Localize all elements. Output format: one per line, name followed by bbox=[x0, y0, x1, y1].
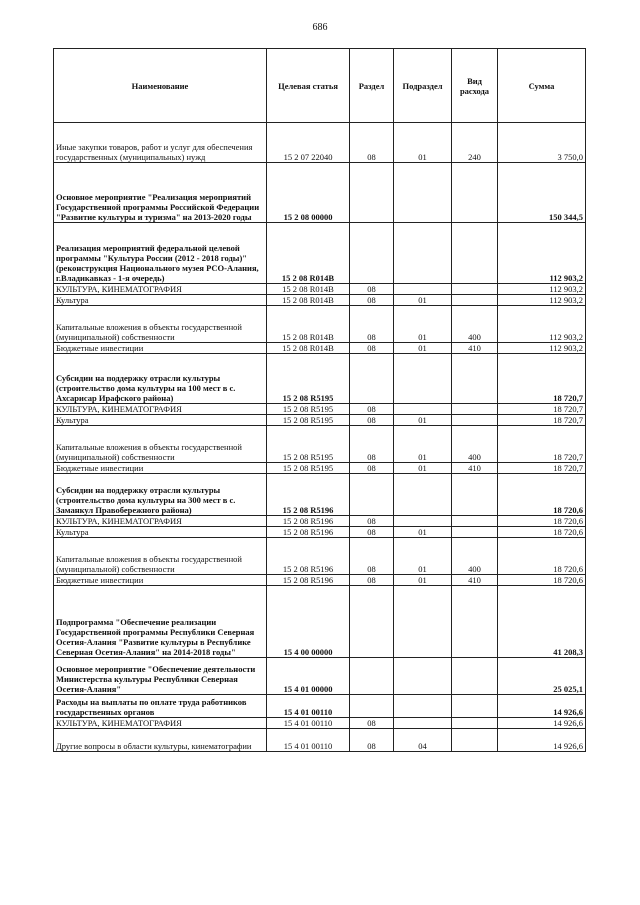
cell-name: КУЛЬТУРА, КИНЕМАТОГРАФИЯ bbox=[54, 718, 267, 729]
cell-target: 15 2 08 R5196 bbox=[267, 527, 350, 538]
cell-subsection bbox=[394, 474, 452, 516]
table-row bbox=[54, 527, 586, 538]
cell-subsection: 04 bbox=[394, 729, 452, 752]
cell-target: 15 4 01 00000 bbox=[267, 658, 350, 695]
header-section: Раздел bbox=[350, 49, 394, 123]
cell-sum: 25 025,1 bbox=[498, 658, 586, 695]
cell-type bbox=[452, 295, 498, 306]
header-target: Целевая статья bbox=[267, 49, 350, 123]
cell-sum: 18 720,7 bbox=[498, 463, 586, 474]
table-row bbox=[54, 306, 586, 343]
cell-subsection: 01 bbox=[394, 527, 452, 538]
cell-section: 08 bbox=[350, 123, 394, 163]
cell-section: 08 bbox=[350, 415, 394, 426]
cell-section: 08 bbox=[350, 295, 394, 306]
cell-type bbox=[452, 586, 498, 658]
cell-sum: 112 903,2 bbox=[498, 343, 586, 354]
table-row bbox=[54, 223, 586, 284]
cell-sum: 18 720,6 bbox=[498, 474, 586, 516]
cell-section bbox=[350, 223, 394, 284]
cell-sum: 18 720,6 bbox=[498, 516, 586, 527]
cell-subsection: 01 bbox=[394, 463, 452, 474]
cell-target: 15 2 08 R5195 bbox=[267, 426, 350, 463]
cell-sum: 112 903,2 bbox=[498, 295, 586, 306]
cell-sum: 18 720,7 bbox=[498, 354, 586, 404]
cell-subsection bbox=[394, 658, 452, 695]
cell-section bbox=[350, 695, 394, 718]
cell-name: Основное мероприятие "Реализация мероприятий Государственной программы Российской Федерации "Развитие культуры и туризма" на 2013-2020 годы bbox=[54, 163, 267, 223]
cell-section bbox=[350, 474, 394, 516]
cell-type bbox=[452, 284, 498, 295]
table-row bbox=[54, 586, 586, 658]
cell-section: 08 bbox=[350, 306, 394, 343]
cell-target: 15 2 08 R5195 bbox=[267, 404, 350, 415]
cell-section: 08 bbox=[350, 463, 394, 474]
cell-name: КУЛЬТУРА, КИНЕМАТОГРАФИЯ bbox=[54, 404, 267, 415]
cell-subsection: 01 bbox=[394, 306, 452, 343]
cell-section: 08 bbox=[350, 516, 394, 527]
cell-subsection: 01 bbox=[394, 538, 452, 575]
cell-section: 08 bbox=[350, 426, 394, 463]
cell-section: 08 bbox=[350, 718, 394, 729]
table-row bbox=[54, 695, 586, 718]
cell-target: 15 2 08 00000 bbox=[267, 163, 350, 223]
cell-name: Расходы на выплаты по оплате труда работников государственных органов bbox=[54, 695, 267, 718]
cell-subsection bbox=[394, 516, 452, 527]
cell-subsection bbox=[394, 223, 452, 284]
cell-section bbox=[350, 658, 394, 695]
page-number: 686 bbox=[312, 22, 328, 33]
cell-name: Подпрограмма "Обеспечение реализации Государственной программы Республики Северная Осетия-Алания "Развитие культуры в Республике Северная Осетия-Алания" на 2014-2018 годы" bbox=[54, 586, 267, 658]
cell-sum: 41 208,3 bbox=[498, 586, 586, 658]
cell-type bbox=[452, 223, 498, 284]
cell-sum: 150 344,5 bbox=[498, 163, 586, 223]
cell-name: Культура bbox=[54, 295, 267, 306]
cell-name: Иные закупки товаров, работ и услуг для обеспечения государственных (муниципальных) нужд bbox=[54, 123, 267, 163]
header-expense-type: Вид расхода bbox=[452, 49, 498, 123]
cell-subsection bbox=[394, 404, 452, 415]
cell-type bbox=[452, 527, 498, 538]
table-row bbox=[54, 474, 586, 516]
table-row bbox=[54, 658, 586, 695]
cell-type: 410 bbox=[452, 575, 498, 586]
cell-subsection bbox=[394, 718, 452, 729]
cell-name: Бюджетные инвестиции bbox=[54, 575, 267, 586]
cell-type bbox=[452, 163, 498, 223]
cell-name: Другие вопросы в области культуры, кинематографии bbox=[54, 729, 267, 752]
table-row bbox=[54, 123, 586, 163]
cell-sum: 112 903,2 bbox=[498, 284, 586, 295]
cell-sum: 18 720,7 bbox=[498, 404, 586, 415]
cell-type bbox=[452, 695, 498, 718]
table-row bbox=[54, 575, 586, 586]
cell-subsection bbox=[394, 695, 452, 718]
cell-subsection: 01 bbox=[394, 575, 452, 586]
cell-subsection bbox=[394, 284, 452, 295]
cell-subsection: 01 bbox=[394, 295, 452, 306]
cell-target: 15 2 08 R014B bbox=[267, 223, 350, 284]
cell-target: 15 4 01 00110 bbox=[267, 729, 350, 752]
cell-sum: 18 720,7 bbox=[498, 426, 586, 463]
cell-sum: 14 926,6 bbox=[498, 718, 586, 729]
table-row bbox=[54, 354, 586, 404]
cell-type bbox=[452, 516, 498, 527]
cell-sum: 112 903,2 bbox=[498, 223, 586, 284]
cell-type: 400 bbox=[452, 426, 498, 463]
cell-target: 15 2 08 R5196 bbox=[267, 474, 350, 516]
cell-section bbox=[350, 354, 394, 404]
table-row bbox=[54, 163, 586, 223]
table-row bbox=[54, 718, 586, 729]
cell-type bbox=[452, 718, 498, 729]
budget-table bbox=[53, 48, 586, 752]
cell-type: 410 bbox=[452, 463, 498, 474]
cell-target: 15 2 08 R014B bbox=[267, 284, 350, 295]
cell-type: 240 bbox=[452, 123, 498, 163]
cell-name: Основное мероприятие "Обеспечение деятельности Министерства культуры Республики Северная Осетия-Алания" bbox=[54, 658, 267, 695]
cell-section: 08 bbox=[350, 343, 394, 354]
table-row bbox=[54, 404, 586, 415]
cell-target: 15 2 08 R5196 bbox=[267, 516, 350, 527]
cell-subsection bbox=[394, 354, 452, 404]
cell-sum: 3 750,0 bbox=[498, 123, 586, 163]
header-subsection: Подраздел bbox=[394, 49, 452, 123]
cell-target: 15 2 08 R5195 bbox=[267, 463, 350, 474]
table-row bbox=[54, 343, 586, 354]
cell-target: 15 2 08 R014B bbox=[267, 306, 350, 343]
cell-target: 15 2 07 22040 bbox=[267, 123, 350, 163]
cell-section bbox=[350, 586, 394, 658]
cell-section: 08 bbox=[350, 527, 394, 538]
cell-type: 400 bbox=[452, 538, 498, 575]
cell-type bbox=[452, 354, 498, 404]
table-body bbox=[54, 123, 586, 752]
cell-section: 08 bbox=[350, 575, 394, 586]
cell-name: КУЛЬТУРА, КИНЕМАТОГРАФИЯ bbox=[54, 516, 267, 527]
cell-section: 08 bbox=[350, 404, 394, 415]
cell-name: Культура bbox=[54, 527, 267, 538]
cell-subsection bbox=[394, 163, 452, 223]
cell-sum: 14 926,6 bbox=[498, 695, 586, 718]
cell-name: Бюджетные инвестиции bbox=[54, 343, 267, 354]
cell-type bbox=[452, 474, 498, 516]
table-row bbox=[54, 284, 586, 295]
cell-subsection bbox=[394, 586, 452, 658]
cell-name: Капитальные вложения в объекты государственной (муниципальной) собственности bbox=[54, 426, 267, 463]
cell-target: 15 2 08 R014B bbox=[267, 343, 350, 354]
cell-section: 08 bbox=[350, 538, 394, 575]
cell-target: 15 4 00 00000 bbox=[267, 586, 350, 658]
header-name: Наименование bbox=[54, 49, 267, 123]
cell-target: 15 2 08 R014B bbox=[267, 295, 350, 306]
cell-section: 08 bbox=[350, 284, 394, 295]
cell-sum: 112 903,2 bbox=[498, 306, 586, 343]
cell-type bbox=[452, 415, 498, 426]
table-row bbox=[54, 295, 586, 306]
cell-sum: 14 926,6 bbox=[498, 729, 586, 752]
cell-target: 15 4 01 00110 bbox=[267, 718, 350, 729]
table-row bbox=[54, 426, 586, 463]
cell-sum: 18 720,6 bbox=[498, 575, 586, 586]
cell-type: 410 bbox=[452, 343, 498, 354]
header-row bbox=[54, 49, 586, 123]
cell-type: 400 bbox=[452, 306, 498, 343]
cell-target: 15 2 08 R5196 bbox=[267, 538, 350, 575]
cell-target: 15 2 08 R5196 bbox=[267, 575, 350, 586]
table-row bbox=[54, 538, 586, 575]
cell-name: Культура bbox=[54, 415, 267, 426]
table-row bbox=[54, 463, 586, 474]
cell-type bbox=[452, 729, 498, 752]
cell-section: 08 bbox=[350, 729, 394, 752]
cell-sum: 18 720,6 bbox=[498, 527, 586, 538]
cell-subsection: 01 bbox=[394, 415, 452, 426]
cell-sum: 18 720,6 bbox=[498, 538, 586, 575]
cell-name: Бюджетные инвестиции bbox=[54, 463, 267, 474]
cell-target: 15 2 08 R5195 bbox=[267, 415, 350, 426]
table-row bbox=[54, 415, 586, 426]
cell-type bbox=[452, 658, 498, 695]
cell-name: Капитальные вложения в объекты государственной (муниципальной) собственности bbox=[54, 538, 267, 575]
cell-subsection: 01 bbox=[394, 343, 452, 354]
cell-name: Капитальные вложения в объекты государственной (муниципальной) собственности bbox=[54, 306, 267, 343]
cell-name: КУЛЬТУРА, КИНЕМАТОГРАФИЯ bbox=[54, 284, 267, 295]
cell-target: 15 2 08 R5195 bbox=[267, 354, 350, 404]
cell-type bbox=[452, 404, 498, 415]
table-row bbox=[54, 516, 586, 527]
header-sum: Сумма bbox=[498, 49, 586, 123]
cell-subsection: 01 bbox=[394, 123, 452, 163]
cell-name: Субсидии на поддержку отрасли культуры (строительство дома культуры на 300 мест в с. Заманкул Правобережного района) bbox=[54, 474, 267, 516]
cell-sum: 18 720,7 bbox=[498, 415, 586, 426]
cell-target: 15 4 01 00110 bbox=[267, 695, 350, 718]
cell-section bbox=[350, 163, 394, 223]
cell-name: Реализация мероприятий федеральной целевой программы "Культура России (2012 - 2018 годы)" (реконструкция Национального музея РСО-Алания, г.Владикавказ - 1-я очередь) bbox=[54, 223, 267, 284]
table-row bbox=[54, 729, 586, 752]
cell-subsection: 01 bbox=[394, 426, 452, 463]
cell-name: Субсидии на поддержку отрасли культуры (строительство дома культуры на 100 мест в с. Ахсарисар Ирафского района) bbox=[54, 354, 267, 404]
